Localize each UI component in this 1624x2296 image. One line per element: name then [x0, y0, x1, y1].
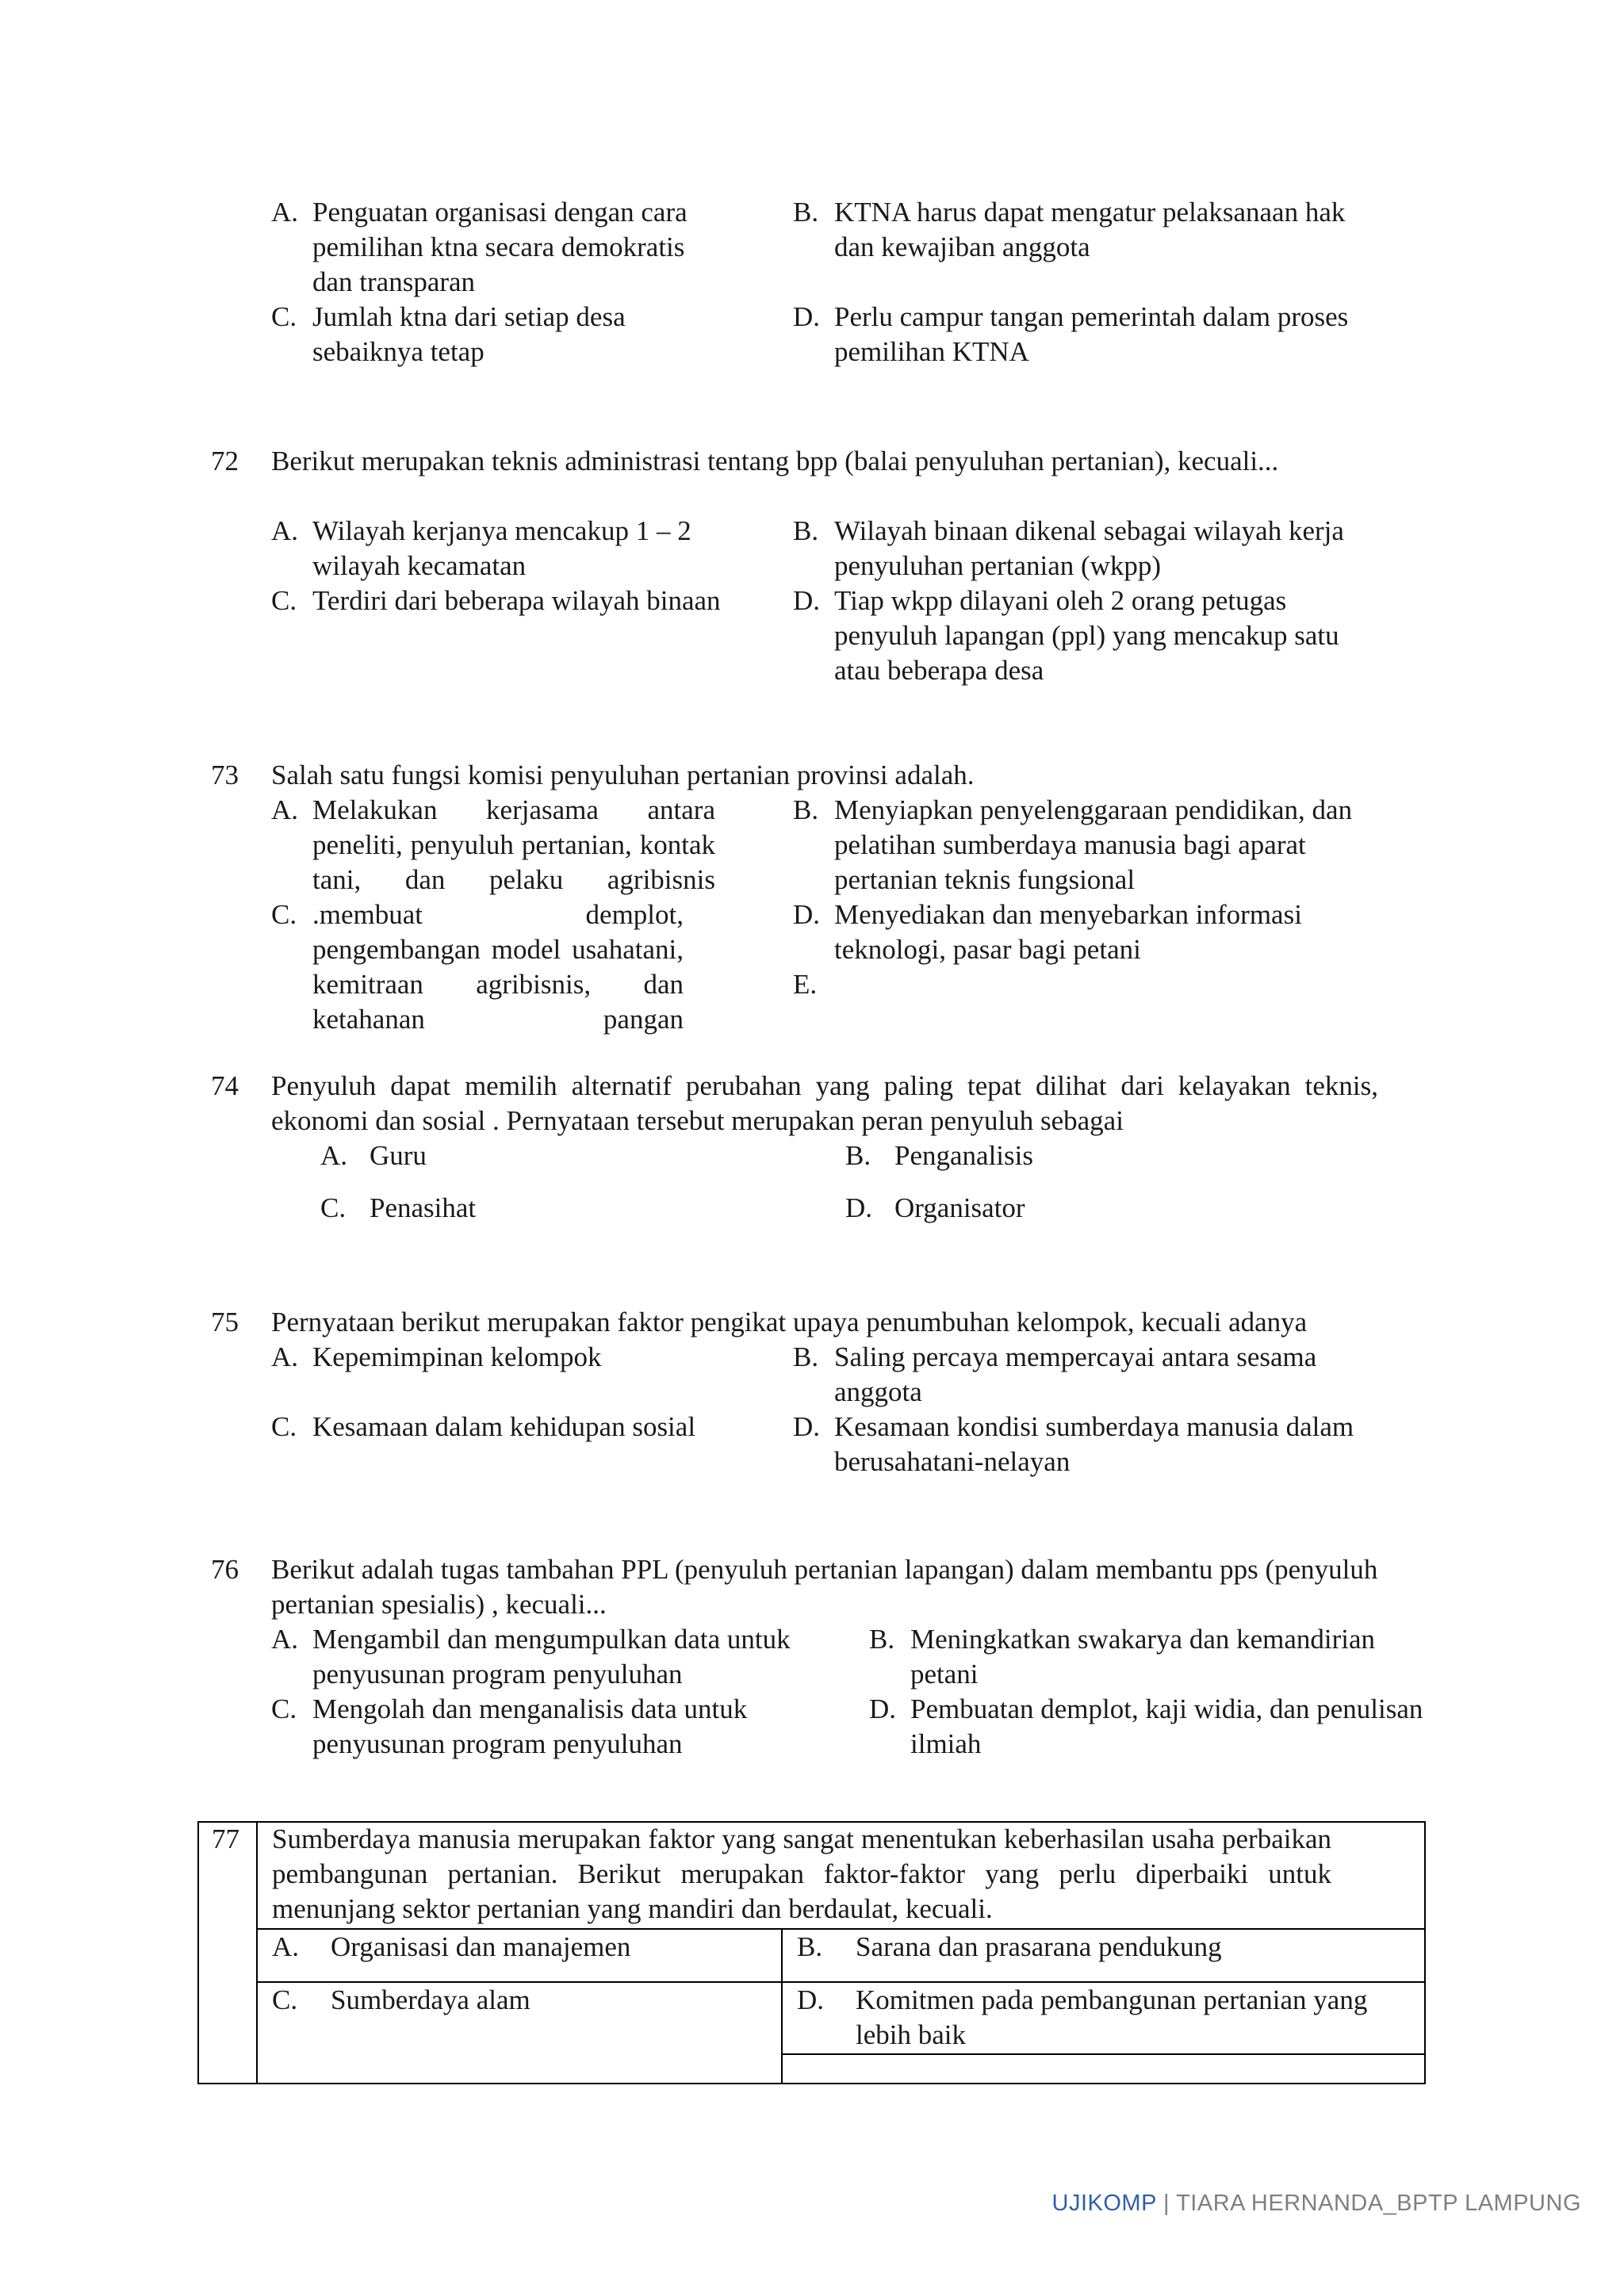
option-letter: D. [793, 1411, 821, 1442]
question-number: 73 [211, 760, 239, 790]
option-text: Meningkatkan swakarya dan kemandirian petani [910, 1624, 1376, 1689]
option-letter: D. [793, 899, 821, 930]
option-letter: C. [271, 899, 297, 930]
question-number: 72 [211, 446, 239, 476]
option-letter: C. [320, 1192, 347, 1223]
option-letter: B. [869, 1624, 895, 1655]
table-border-bottom [197, 2083, 1426, 2084]
option-letter: C. [272, 1984, 298, 2015]
option-letter: C. [271, 585, 297, 616]
question-text: Salah satu fungsi komisi penyuluhan pertanian provinsi adalah. [271, 760, 975, 790]
option-letter: D. [869, 1693, 897, 1724]
option-text: Perlu campur tangan pemerintah dalam proses pemilihan KTNA [834, 301, 1349, 367]
option-text: Sarana dan prasarana pendukung [856, 1931, 1222, 1962]
option-c[interactable] [272, 1983, 764, 2018]
footer-brand: UJIKOMP [1051, 2191, 1157, 2216]
option-letter: D. [793, 585, 821, 616]
option-letter: A. [320, 1140, 348, 1171]
question-text: Berikut adalah tugas tambahan PPL (penyuluh pertanian lapangan) dalam membantu pps (penyuluh pertanian spesialis) , kecuali... [271, 1554, 1378, 1620]
option-text: Organisator [894, 1192, 1025, 1223]
table-border-right [1424, 1821, 1426, 2084]
option-letter: D. [793, 301, 821, 332]
option-letter: A. [271, 1341, 299, 1372]
option-text: Saling percaya mempercayai antara sesama anggota [834, 1341, 1317, 1407]
option-text: Penguatan organisasi dengan cara pemilihan ktna secara demokratis dan transparan [312, 197, 688, 297]
option-d[interactable] [797, 1983, 1415, 2050]
option-letter: B. [797, 1931, 823, 1962]
option-letter: B. [845, 1140, 871, 1171]
option-text: Mengambil dan mengumpulkan data untuk penyusunan program penyuluhan [312, 1624, 791, 1689]
question-text: Penyuluh dapat memilih alternatif perubahan yang paling tepat dilihat dari kelayakan teknis, ekonomi dan sosial . Pernyataan tersebut merupakan peran penyuluh sebagai [271, 1070, 1378, 1136]
option-letter: A. [272, 1931, 300, 1962]
footer-separator: | [1162, 2191, 1170, 2216]
option-text: Menyiapkan penyelenggaraan pendidikan, dan pelatihan sumberdaya manusia bagi aparat pertanian teknis fungsional [834, 794, 1353, 895]
question-number: 77 [212, 1823, 239, 1854]
option-text: Terdiri dari beberapa wilayah binaan [312, 585, 721, 616]
option-letter: C. [271, 301, 297, 332]
option-letter: C. [271, 1411, 297, 1442]
option-text: Mengolah dan menganalisis data untuk penyusunan program penyuluhan [312, 1693, 748, 1759]
option-text: Komitmen pada pembangunan pertanian yang lebih baik [856, 1984, 1368, 2050]
option-text: Kesamaan dalam kehidupan sosial [312, 1411, 696, 1442]
option-letter: D. [845, 1192, 873, 1223]
option-b[interactable] [797, 1930, 1400, 1965]
option-letter: C. [271, 1693, 297, 1724]
table-border-left [197, 1821, 199, 2084]
question-text: Pernyataan berikut merupakan faktor pengikat upaya penumbuhan kelompok, kecuali adanya [271, 1307, 1308, 1337]
option-text: Melakukan kerjasama antara peneliti, penyuluh pertanian, kontak tani, dan pelaku agribisnis [312, 794, 715, 895]
table-divider-empty-row [781, 2053, 1426, 2055]
option-text: Wilayah binaan dikenal sebagai wilayah kerja penyuluhan pertanian (wkpp) [834, 515, 1344, 581]
option-letter: A. [271, 794, 299, 825]
option-letter: E. [793, 969, 818, 1000]
option-letter: B. [793, 197, 819, 228]
footer-author: TIARA HERNANDA_BPTP LAMPUNG [1176, 2191, 1581, 2216]
option-text: KTNA harus dapat mengatur pelaksanaan hak dan kewajiban anggota [834, 197, 1346, 262]
option-text: Wilayah kerjanya mencakup 1 – 2 wilayah kecamatan [312, 515, 691, 581]
page-footer [1052, 2186, 1581, 2221]
question-text: Berikut merupakan teknis administrasi tentang bpp (balai penyuluhan pertanian), kecuali... [271, 446, 1279, 476]
option-letter: D. [797, 1984, 825, 2015]
option-text: Jumlah ktna dari setiap desa sebaiknya tetap [312, 301, 626, 367]
option-letter: A. [271, 1624, 299, 1655]
option-letter: A. [271, 515, 299, 546]
option-text: Organisasi dan manajemen [331, 1931, 631, 1962]
question-77-table [197, 1821, 1426, 2084]
option-a[interactable] [272, 1930, 764, 1965]
option-text: Pembuatan demplot, kaji widia, dan penulisan ilmiah [910, 1693, 1423, 1759]
question-text: Sumberdaya manusia merupakan faktor yang sangat menentukan keberhasilan usaha perbaikan pembangunan pertanian. Berikut merupakan faktor-faktor yang perlu diperbaiki untuk menunjang sektor pertanian yang mandiri dan berdaulat, kecuali. [272, 1823, 1331, 1924]
option-text: Kepemimpinan kelompok [312, 1341, 602, 1372]
question-number: 74 [211, 1070, 239, 1101]
option-letter: B. [793, 794, 819, 825]
option-text: Menyediakan dan menyebarkan informasi teknologi, pasar bagi petani [834, 899, 1302, 965]
table-divider-number [256, 1821, 258, 2084]
question-number: 75 [211, 1307, 239, 1337]
option-text: Sumberdaya alam [331, 1984, 530, 2015]
option-letter: B. [793, 1341, 819, 1372]
option-text: Kesamaan kondisi sumberdaya manusia dalam berusahatani-nelayan [834, 1411, 1354, 1477]
question-number: 76 [211, 1554, 239, 1585]
option-text: Guru [370, 1140, 427, 1171]
table-divider-column [781, 1928, 783, 2084]
option-letter: A. [271, 197, 299, 228]
option-letter: B. [793, 515, 819, 546]
option-text: Penasihat [370, 1192, 477, 1223]
option-text: Tiap wkpp dilayani oleh 2 orang petugas penyuluh lapangan (ppl) yang mencakup satu atau beberapa desa [834, 585, 1339, 686]
option-text: .membuat demplot, pengembangan model usahatani, kemitraan agribisnis, dan ketahanan pangan [312, 899, 684, 1035]
option-text: Penganalisis [894, 1140, 1033, 1171]
